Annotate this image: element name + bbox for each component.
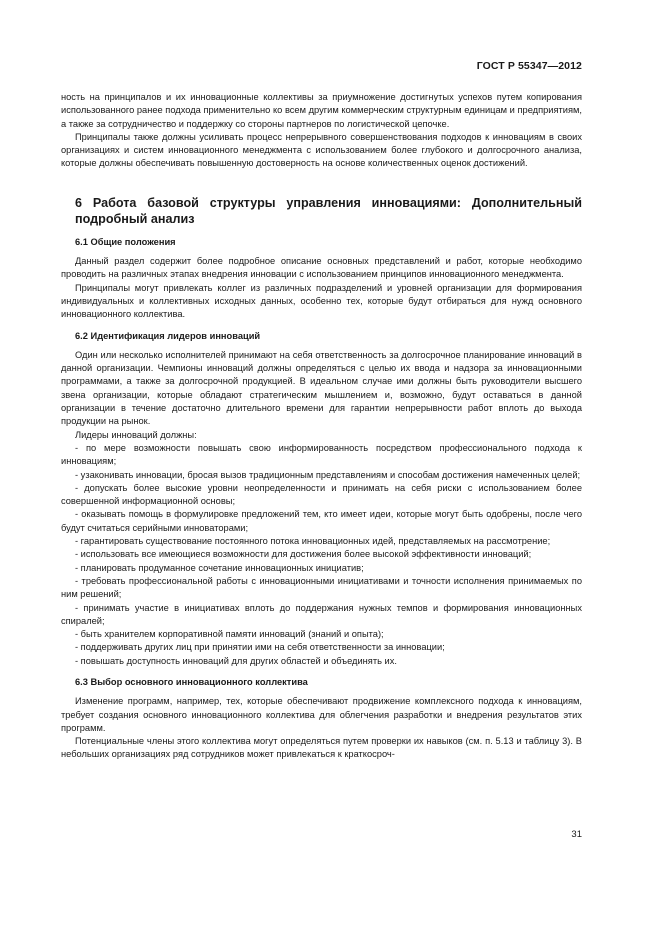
section-6-title: 6 Работа базовой структуры управления инновациями: Дополнительный подробный анализ	[75, 195, 582, 227]
list-item: - допускать более высокие уровни неопределенности и принимать на себя риски с использованием более совершенной информационной основы;	[61, 482, 582, 507]
subsection-6-2-paragraph-2: Лидеры инноваций должны:	[75, 429, 197, 440]
subsection-6-2-paragraph-1: Один или несколько исполнителей принимают на себя ответственность за долгосрочное планирование инноваций в данной организации. Чемпионы инноваций должны определяться с целью их ввода и надзора за инновационными программами, а также за долгосрочной продукцией. В идеальном случае ими должны быть руководители высшего звена организации, которые обладают стратегическим мышлением и, возможно, будут оставаться в данной организации в течение достаточно длительного времени для гарантии непрерывности работ вплоть до выхода продукции на рынок.	[61, 349, 582, 427]
subsection-6-2-title: 6.2 Идентификация лидеров инноваций	[75, 330, 261, 341]
list-item: - поддерживать других лиц при принятии ими на себя ответственности за инновации;	[75, 642, 445, 653]
list-item: - оказывать помощь в формулировке предложений тем, кто имеет идеи, которые могут быть одобрены, после чего будут считаться серийными инноваторами;	[61, 509, 582, 533]
list-item: - быть хранителем корпоративной памяти инноваций (знаний и опыта);	[75, 629, 384, 640]
subsection-6-1-paragraph-2: Принципалы могут привлекать коллег из различных подразделений и уровней организации для формирования индивидуальных и коллективных исходных данных, особенно тех, которые будут отбираться для нужд основного инновационного коллектива.	[61, 282, 582, 320]
page-number: 31	[571, 829, 582, 840]
list-item: - принимать участие в инициативах вплоть до поддержания нужных темпов и формирования инновационных спиралей;	[61, 602, 582, 626]
subsection-6-1-title: 6.1 Общие положения	[75, 236, 176, 247]
list-item: - гарантировать существование постоянного потока инновационных идей, представляемых на рассмотрение;	[75, 536, 551, 547]
list-item: - узаконивать инновации, бросая вызов традиционным представлениям и способам достижения намеченных целей;	[75, 469, 581, 480]
document-body	[61, 91, 582, 762]
subsection-6-3-paragraph-2: Потенциальные члены этого коллектива могут определяться путем проверки их навыков (см. п. 5.13 и таблицу 3). В небольших организациях ряд сотрудников может привлекаться к краткосроч-	[61, 736, 582, 760]
list-item: - планировать продуманное сочетание инновационных инициатив;	[75, 562, 364, 573]
intro-paragraph-2: Принципалы также должны усиливать процесс непрерывного совершенствования подходов к инновациям в своих организациях и систем инновационного менеджмента с использованием более глубокого и долгосрочного анализа, которые должны обеспечивать повышенную достоверность на основе количественных оценок достижений.	[61, 131, 582, 169]
list-item: - повышать доступность инноваций для других областей и объединять их.	[75, 655, 397, 666]
list-item: - по мере возможности повышать свою информированность посредством профессионального подхода к инновациям;	[61, 442, 582, 467]
intro-paragraph-1: ность на принципалов и их инновационные коллективы за приумножение достигнутых успехов путем копирования использованного ранее подхода применительно ко всем другим коммерческим структурным единицам и предприятиям, а также за сотрудничество и поддержку со стороны партнеров по логистической цепочке.	[61, 92, 582, 129]
standard-header: ГОСТ Р 55347—2012	[476, 60, 582, 72]
subsection-6-1-paragraph-1: Данный раздел содержит более подробное описание основных представлений и работ, которые необходимо проводить на различных этапах внедрения инновации с использованием принципов инновационного менеджмента.	[61, 256, 582, 280]
subsection-6-3-paragraph-1: Изменение программ, например, тех, которые обеспечивают продвижение комплексного подхода к инновациям, требует создания основного инновационного коллектива для облегчения разработки и внедрения результатов этих программ.	[61, 696, 582, 733]
list-item: - использовать все имеющиеся возможности для достижения более высокой эффективности инноваций;	[75, 549, 532, 560]
subsection-6-3-title: 6.3 Выбор основного инновационного коллектива	[75, 676, 308, 687]
list-item: - требовать профессиональной работы с инновационными инициативами и точности исполнения принимаемых по ним решений;	[61, 575, 582, 600]
